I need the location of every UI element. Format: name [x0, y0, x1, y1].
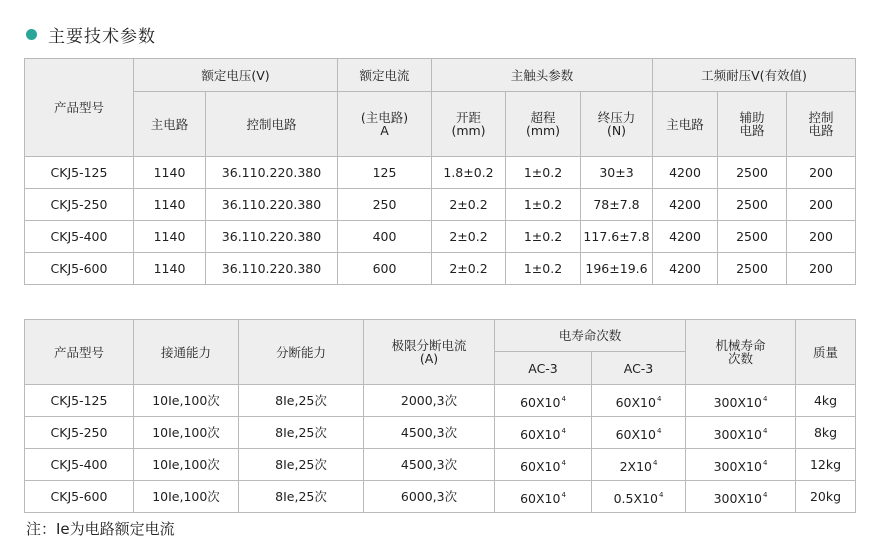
table-row	[25, 253, 856, 285]
table-cell-mass: 8kg	[796, 417, 856, 449]
exponent: 4	[656, 426, 662, 435]
table-cell-mass: 4kg	[796, 385, 856, 417]
header-power-frequency-withstand: 工频耐压V(有效值)	[653, 59, 856, 92]
table-cell: 4200	[653, 253, 718, 285]
header-rated-current: 额定电流	[338, 59, 432, 92]
table-cell-break: 8Ie,25次	[239, 417, 364, 449]
table-cell-break: 8Ie,25次	[239, 481, 364, 513]
table-row	[25, 449, 856, 481]
header-withstand-main-circuit: 主电路	[653, 92, 718, 157]
footnote: 注：Ie为电路额定电流	[26, 520, 175, 538]
header-rated-voltage: 额定电压(V)	[134, 59, 338, 92]
table-cell: 125	[338, 157, 432, 189]
table-row	[25, 481, 856, 513]
header-product-model: 产品型号	[25, 59, 134, 157]
table-cell: 2500	[718, 189, 787, 221]
table-cell: 36.110.220.380	[206, 253, 338, 285]
section-heading	[26, 22, 156, 47]
table-cell-ac3a: $60X10^4$	[495, 449, 592, 481]
table-cell: 1140	[134, 221, 206, 253]
header-aux-circuit: 辅助 电路	[718, 92, 787, 157]
table-cell-limit: 2000,3次	[364, 385, 495, 417]
table-cell-limit: 4500,3次	[364, 449, 495, 481]
header-ctrl-circuit: 控制 电路	[787, 92, 856, 157]
table-cell: 1140	[134, 189, 206, 221]
table-cell: 78±7.8	[581, 189, 653, 221]
table-cell: 4200	[653, 221, 718, 253]
table-cell: 200	[787, 221, 856, 253]
table-cell-mass: 20kg	[796, 481, 856, 513]
header-limit-breaking-current: 极限分断电流 (A)	[364, 320, 495, 385]
table-cell-mech: $300X10^4$	[686, 481, 796, 513]
table-cell-mech: $300X10^4$	[686, 449, 796, 481]
exponent: 4	[561, 490, 566, 499]
table-cell-model: CKJ5-125	[25, 385, 134, 417]
exponent: 4	[561, 426, 566, 435]
table-cell: 1140	[134, 157, 206, 189]
table-cell: 36.110.220.380	[206, 221, 338, 253]
exponent: 4	[656, 394, 662, 403]
table-cell: 1140	[134, 253, 206, 285]
table-cell: 400	[338, 221, 432, 253]
table-cell-mass: 12kg	[796, 449, 856, 481]
table-cell: 200	[787, 189, 856, 221]
table-cell-limit: 6000,3次	[364, 481, 495, 513]
table-cell: 4200	[653, 157, 718, 189]
header-making-capacity: 接通能力	[134, 320, 239, 385]
table-cell: 200	[787, 253, 856, 285]
table-cell-ac3b: $2X10^4$	[592, 449, 686, 481]
table-cell-mech: $300X10^4$	[686, 417, 796, 449]
header-current-main-circuit: (主电路) A	[338, 92, 432, 157]
header-ac3-b: AC-3	[592, 352, 686, 385]
table-cell-make: 10Ie,100次	[134, 417, 239, 449]
table-row	[25, 221, 856, 253]
table-cell: CKJ5-400	[25, 221, 134, 253]
table-cell-model: CKJ5-250	[25, 417, 134, 449]
header-mechanical-life: 机械寿命 次数	[686, 320, 796, 385]
table-cell-ac3a: $60X10^4$	[495, 385, 592, 417]
table-cell: 1±0.2	[506, 253, 581, 285]
table-cell: 2500	[718, 157, 787, 189]
table-cell-mech: $300X10^4$	[686, 385, 796, 417]
exponent: 4	[561, 458, 566, 467]
table-cell: 200	[787, 157, 856, 189]
table-cell-model: CKJ5-400	[25, 449, 134, 481]
table-cell: 250	[338, 189, 432, 221]
table-cell-ac3b: $0.5X10^4$	[592, 481, 686, 513]
header-main-contact-params: 主触头参数	[432, 59, 653, 92]
header-breaking-capacity: 分断能力	[239, 320, 364, 385]
table-cell: CKJ5-125	[25, 157, 134, 189]
section-title: 主要技术参数	[48, 27, 156, 47]
table-cell: 1±0.2	[506, 221, 581, 253]
exponent: 4	[652, 458, 658, 467]
table-cell: 2500	[718, 253, 787, 285]
header-control-circuit: 控制电路	[206, 92, 338, 157]
table-cell: 117.6±7.8	[581, 221, 653, 253]
table-cell-ac3b: $60X10^4$	[592, 385, 686, 417]
table-cell-break: 8Ie,25次	[239, 385, 364, 417]
table-cell: 2±0.2	[432, 221, 506, 253]
header-mass: 质量	[796, 320, 856, 385]
table-row	[25, 157, 856, 189]
exponent: 4	[762, 458, 768, 467]
table-cell: 2±0.2	[432, 253, 506, 285]
table-cell-ac3b: $60X10^4$	[592, 417, 686, 449]
header-final-pressure: 终压力 (N)	[581, 92, 653, 157]
table-cell-ac3a: $60X10^4$	[495, 481, 592, 513]
table-row	[25, 189, 856, 221]
table-cell-make: 10Ie,100次	[134, 449, 239, 481]
table-cell: 2500	[718, 221, 787, 253]
table-cell: 1±0.2	[506, 189, 581, 221]
exponent: 4	[658, 490, 664, 499]
table-cell-ac3a: $60X10^4$	[495, 417, 592, 449]
table-cell-model: CKJ5-600	[25, 481, 134, 513]
table-cell: 36.110.220.380	[206, 157, 338, 189]
switching-capacity-table	[24, 319, 856, 513]
header-overtravel: 超程 (mm)	[506, 92, 581, 157]
table-cell: CKJ5-600	[25, 253, 134, 285]
table-row	[25, 385, 856, 417]
table-cell: CKJ5-250	[25, 189, 134, 221]
table-cell-limit: 4500,3次	[364, 417, 495, 449]
exponent: 4	[762, 426, 768, 435]
table-cell: 2±0.2	[432, 189, 506, 221]
header-contact-gap: 开距 (mm)	[432, 92, 506, 157]
table-cell: 1±0.2	[506, 157, 581, 189]
bullet-dot-icon	[26, 29, 37, 40]
technical-parameters-table	[24, 58, 856, 285]
header-ac3-a: AC-3	[495, 352, 592, 385]
table-row	[25, 417, 856, 449]
table-cell-make: 10Ie,100次	[134, 481, 239, 513]
exponent: 4	[762, 490, 768, 499]
header-product-model-2: 产品型号	[25, 320, 134, 385]
exponent: 4	[561, 394, 566, 403]
table-cell: 600	[338, 253, 432, 285]
table-cell: 36.110.220.380	[206, 189, 338, 221]
table-cell: 4200	[653, 189, 718, 221]
exponent: 4	[762, 394, 768, 403]
header-electrical-life: 电寿命次数	[495, 320, 686, 352]
table-cell-break: 8Ie,25次	[239, 449, 364, 481]
table-cell: 30±3	[581, 157, 653, 189]
header-main-circuit: 主电路	[134, 92, 206, 157]
table-cell-make: 10Ie,100次	[134, 385, 239, 417]
table-cell: 1.8±0.2	[432, 157, 506, 189]
table-cell: 196±19.6	[581, 253, 653, 285]
